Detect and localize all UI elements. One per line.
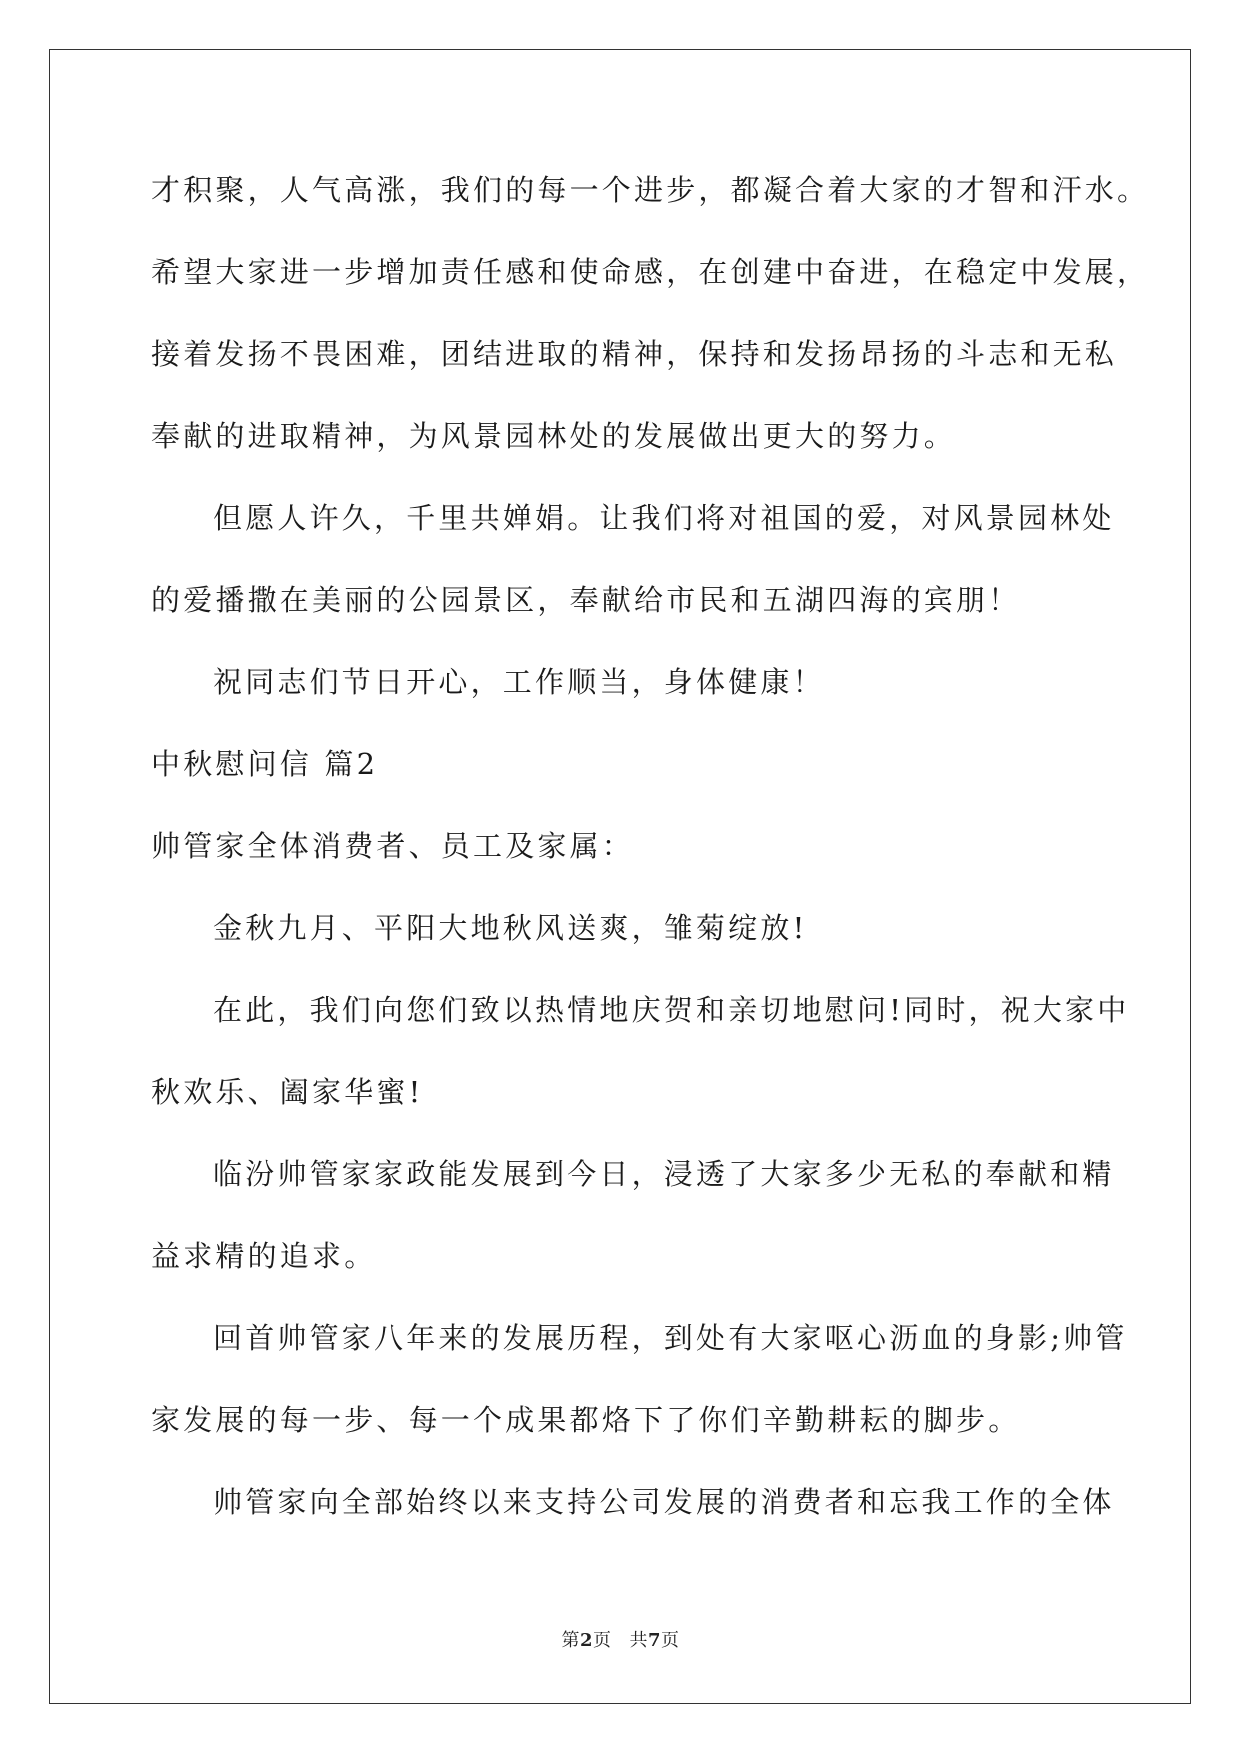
- document-body: [151, 160, 1150, 1554]
- text-line: 临汾帅管家家政能发展到今日，浸透了大家多少无私的奉献和精: [213, 1157, 1115, 1191]
- section-heading: 中秋慰问信 篇2: [151, 747, 379, 781]
- footer-total-suffix: 页: [661, 1630, 680, 1651]
- text-line: 回首帅管家八年来的发展历程，到处有大家呕心沥血的身影;帅管: [213, 1321, 1128, 1355]
- text-line: 接着发扬不畏困难，团结进取的精神，保持和发扬昂扬的斗志和无私: [151, 337, 1118, 371]
- footer-total-pages: 7: [648, 1630, 662, 1651]
- footer-total-prefix: 共: [629, 1630, 648, 1651]
- text-line: 金秋九月、平阳大地秋风送爽，雏菊绽放!: [213, 911, 808, 945]
- footer-page-prefix: 第: [561, 1630, 580, 1651]
- text-line: 益求精的追求。: [151, 1239, 377, 1273]
- page-footer: [0, 1626, 1241, 1652]
- text-line: 家发展的每一步、每一个成果都烙下了你们辛勤耕耘的脚步。: [151, 1403, 1021, 1437]
- text-line: 但愿人许久，千里共婵娟。让我们将对祖国的爱，对风景园林处: [213, 501, 1115, 535]
- footer-page-number: 2: [579, 1630, 593, 1651]
- text-line: 祝同志们节日开心，工作顺当，身体健康！: [213, 665, 825, 699]
- text-line: 希望大家进一步增加责任感和使命感，在创建中奋进，在稳定中发展，: [151, 255, 1150, 289]
- text-line: 奉献的进取精神，为风景园林处的发展做出更大的努力。: [151, 419, 957, 453]
- footer-page-suffix: 页: [593, 1630, 612, 1651]
- text-line: 才积聚，人气高涨，我们的每一个进步，都凝合着大家的才智和汗水。: [151, 173, 1150, 207]
- text-line: 帅管家向全部始终以来支持公司发展的消费者和忘我工作的全体: [213, 1485, 1115, 1519]
- salutation: 帅管家全体消费者、员工及家属：: [151, 829, 635, 863]
- text-line: 在此，我们向您们致以热情地庆贺和亲切地慰问!同时，祝大家中: [213, 993, 1130, 1027]
- text-line: 秋欢乐、阖家华蜜!: [151, 1075, 424, 1109]
- text-line: 的爱播撒在美丽的公园景区，奉献给市民和五湖四海的宾朋！: [151, 583, 1021, 617]
